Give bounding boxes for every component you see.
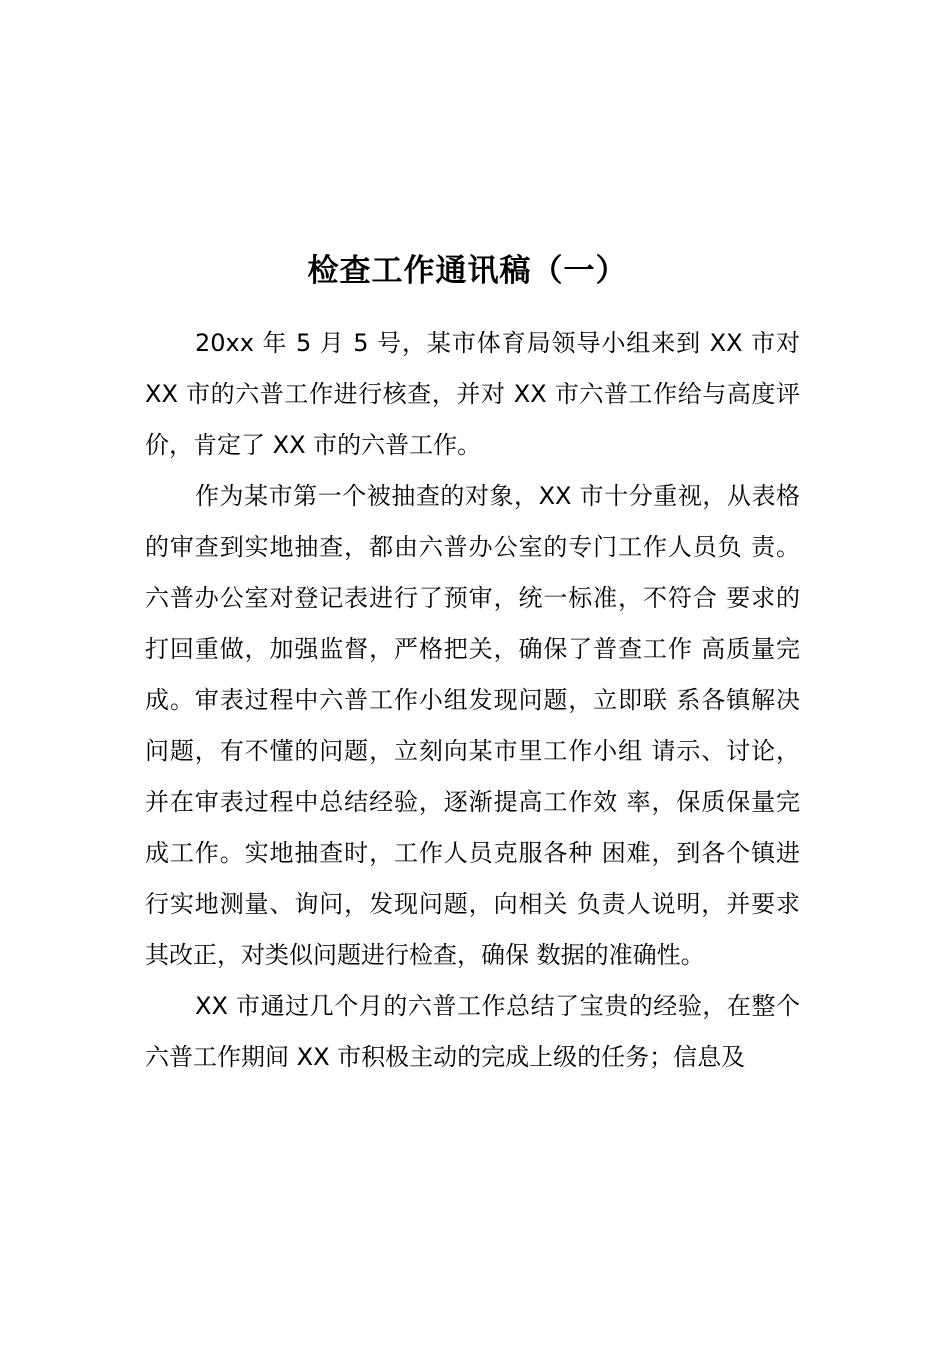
paragraph-1: 20xx 年 5 月 5 号，某市体育局领导小组来到 XX 市对 XX 市的六普工作进行核查，并对 XX 市六普工作给与高度评价，肯定了 XX 市的六普工作。 (145, 329, 800, 459)
document-body (145, 318, 800, 1083)
document-title: 检查工作通讯稿（一） (307, 252, 628, 289)
paragraph-3: XX 市通过几个月的六普工作总结了宝贵的经验，在整个六普工作期间 XX 市积极主动的完成上级的任务；信息及 (145, 992, 800, 1071)
paragraph-2: 作为某市第一个被抽查的对象，XX 市十分重视，从表格的审查到实地抽查，都由六普办公室的专门工作人员负 责。六普办公室对登记表进行了预审，统一标准，不符合 要求的打回重做，加强监督，严格把关，确保了普查工作 高质量完成。审表过程中六普工作小组发现问题，立即联 系各镇解决问题，有不懂的问题，立刻向某市里工作小组 请示、讨论，并在审表过程中总结经验，逐渐提高工作效 率，保质保量完成工作。实地抽查时，工作人员克服各种 困难，到各个镇进行实地测量、询问，发现问题，向相关 负责人说明，并要求其改正，对类似问题进行检查，确保 数据的准确性。 (145, 482, 800, 969)
